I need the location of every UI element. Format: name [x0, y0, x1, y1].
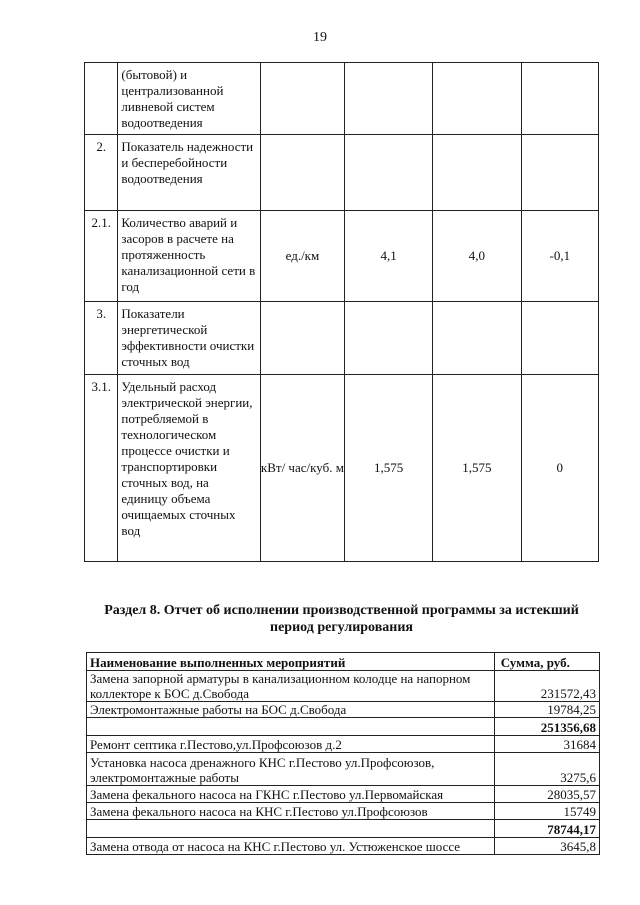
indicator-value-2 — [433, 63, 521, 135]
indicator-value-1 — [345, 135, 433, 211]
table-row — [87, 838, 600, 855]
indicator-value-3: -0,1 — [521, 211, 598, 302]
indicator-unit — [260, 135, 344, 211]
row-number — [85, 63, 118, 135]
indicator-name: Удельный расход электрической энергии, потребляемой в технологическом процессе очистки и транспортировки сточных вод, на единицу объема очищаемых сточных вод — [118, 375, 260, 562]
indicator-value-2: 4,0 — [433, 211, 521, 302]
table-row — [87, 671, 600, 702]
page-number: 19 — [313, 30, 327, 45]
table-row — [87, 736, 600, 753]
indicator-value-2: 1,575 — [433, 375, 521, 562]
work-sum: 3645,8 — [494, 838, 599, 855]
indicator-value-3 — [521, 135, 598, 211]
indicator-name: Показатели энергетической эффективности очистки сточных вод — [118, 302, 260, 375]
work-name: Установка насоса дренажного КНС г.Пестово ул.Профсоюзов, электромонтажные работы — [87, 753, 495, 786]
indicator-name: Показатель надежности и бесперебойности водоотведения — [118, 135, 260, 211]
indicator-value-3 — [521, 302, 598, 375]
section-title-line-2: период регулирования — [270, 620, 413, 635]
table-row — [85, 135, 599, 211]
row-number: 3. — [85, 302, 118, 375]
work-sum: 28035,57 — [494, 786, 599, 803]
subtotal-sum: 251356,68 — [494, 718, 599, 736]
work-sum: 31684 — [494, 736, 599, 753]
work-name: Замена фекального насоса на КНС г.Пестово ул.Профсоюзов — [87, 803, 495, 820]
indicator-unit: кВт/ час/куб. м — [260, 375, 344, 562]
table-row — [85, 375, 599, 562]
work-name — [87, 820, 495, 838]
subtotal-sum: 78744,17 — [494, 820, 599, 838]
indicator-value-1: 1,575 — [345, 375, 433, 562]
row-number: 2. — [85, 135, 118, 211]
subtotal-row — [87, 820, 600, 838]
work-name — [87, 718, 495, 736]
indicator-value-1 — [345, 302, 433, 375]
work-sum: 19784,25 — [494, 702, 599, 718]
table-row — [87, 702, 600, 718]
indicator-value-1 — [345, 63, 433, 135]
indicator-unit — [260, 302, 344, 375]
row-number: 3.1. — [85, 375, 118, 562]
indicator-name: Количество аварий и засоров в расчете на протяженность канализационной сети в год — [118, 211, 260, 302]
header-name: Наименование выполненных мероприятий — [87, 653, 495, 671]
indicators-table — [84, 62, 599, 562]
table-row — [85, 211, 599, 302]
indicator-name: (бытовой) и централизованной ливневой систем водоотведения — [118, 63, 260, 135]
work-sum: 231572,43 — [494, 671, 599, 702]
section-title — [84, 602, 599, 636]
indicator-unit — [260, 63, 344, 135]
work-sum: 3275,6 — [494, 753, 599, 786]
table-row — [87, 803, 600, 820]
indicator-value-3 — [521, 63, 598, 135]
indicator-value-3: 0 — [521, 375, 598, 562]
section-title-line-1: Раздел 8. Отчет об исполнении производственной программы за истекший — [104, 603, 579, 618]
header-sum: Сумма, руб. — [494, 653, 599, 671]
work-name: Ремонт септика г.Пестово,ул.Профсоюзов д.2 — [87, 736, 495, 753]
table-row — [87, 786, 600, 803]
work-name: Электромонтажные работы на БОС д.Свобода — [87, 702, 495, 718]
subtotal-row — [87, 718, 600, 736]
indicator-value-1: 4,1 — [345, 211, 433, 302]
work-sum: 15749 — [494, 803, 599, 820]
indicator-value-2 — [433, 302, 521, 375]
row-number: 2.1. — [85, 211, 118, 302]
indicator-unit: ед./км — [260, 211, 344, 302]
indicator-value-2 — [433, 135, 521, 211]
works-table — [86, 652, 600, 855]
table-header-row — [87, 653, 600, 671]
work-name: Замена отвода от насоса на КНС г.Пестово ул. Устюженское шоссе — [87, 838, 495, 855]
table-row — [87, 753, 600, 786]
work-name: Замена запорной арматуры в канализационном колодце на напорном коллекторе к БОС д.Свобода — [87, 671, 495, 702]
table-row — [85, 302, 599, 375]
work-name: Замена фекального насоса на ГКНС г.Пестово ул.Первомайская — [87, 786, 495, 803]
table-row — [85, 63, 599, 135]
